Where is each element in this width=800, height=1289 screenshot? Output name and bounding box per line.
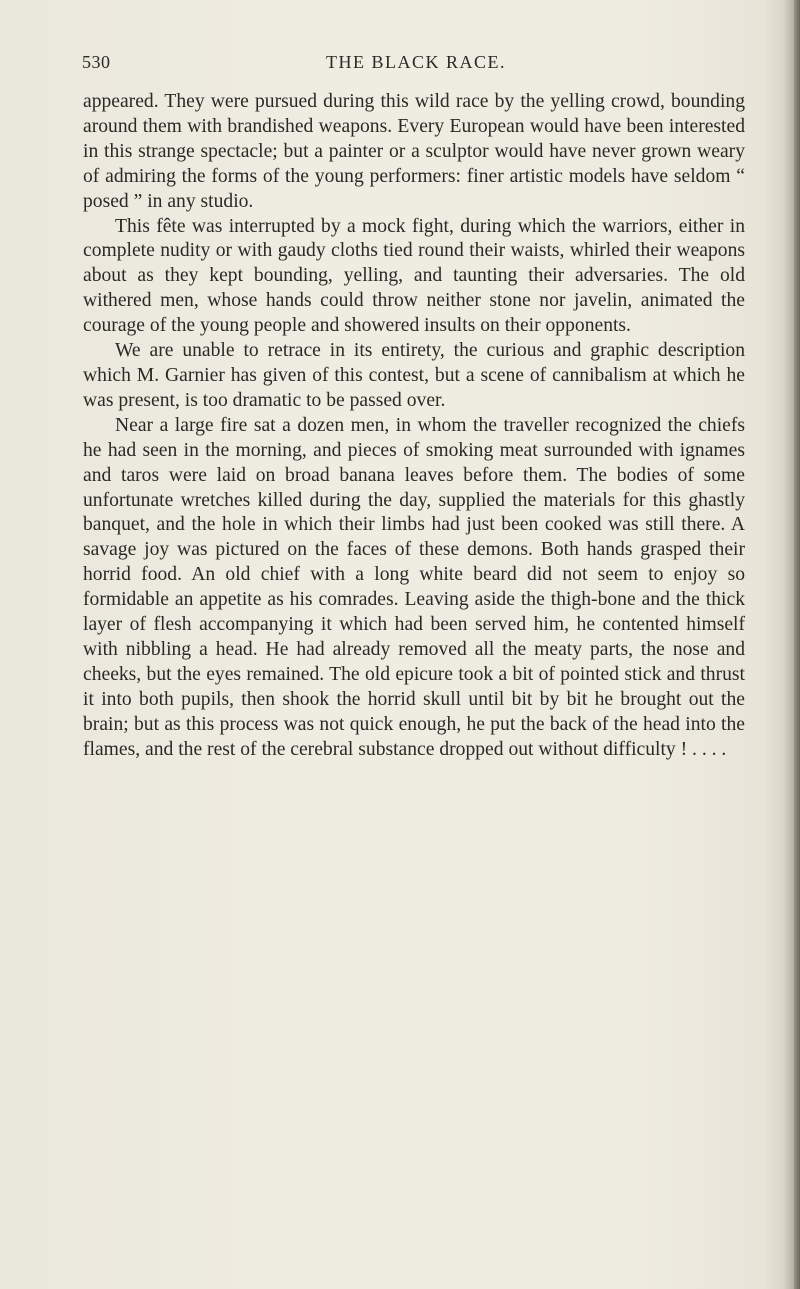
page-header bbox=[82, 52, 750, 82]
paragraph-1: appeared. They were pursued during this wild race by the yelling crowd, bounding around them with brandished weapons. Every European would have been interested in this strange spectacle; but a painter or a sculptor would have never grown weary of admiring the forms of the young performers: finer artistic models have seldom “ posed ” in any studio. bbox=[83, 91, 745, 212]
paragraph-4: Near a large fire sat a dozen men, in whom the traveller recognized the chiefs he had seen in the morning, and pieces of smoking meat surrounded with ignames and taros were laid on broad banana leaves before them. The bodies of some unfortunate wretches killed during the day, supplied the materials for this ghastly banquet, and the hole in which their limbs had just been cooked was still there. A savage joy was pictured on the faces of these demons. Both hands grasped their horrid food. An old chief with a long white beard did not seem to enjoy so formidable an appetite as his comrades. Leaving aside the thigh-bone and the thick layer of flesh accompanying it which had been served him, he contented himself with nibbling a head. He had already removed all the meaty parts, the nose and cheeks, but the eyes remained. The old epicure took a bit of pointed stick and thrust it into both pupils, then shook the horrid skull until bit by bit he brought out the brain; but as this process was not quick enough, he put the back of the head into the flames, and the rest of the cerebral substance dropped out without difficulty ! . . . . bbox=[83, 414, 745, 760]
running-title: THE BLACK RACE. bbox=[326, 52, 506, 72]
paragraph-3: We are unable to retrace in its entirety, the curious and graphic description which M. Garnier has given of this contest, but a scene of cannibalism at which he was present, is too dramatic to be passed over. bbox=[83, 340, 745, 411]
page-number: 530 bbox=[82, 52, 111, 72]
book-spine-edge bbox=[794, 0, 800, 1289]
body-text bbox=[83, 90, 745, 762]
paragraph-2: This fête was interrupted by a mock fight, during which the warriors, either in complete nudity or with gaudy cloths tied round their waists, whirled their weapons about as they kept bounding, yelling, and taunting their adversaries. The old withered men, whose hands could throw neither stone nor javelin, animated the courage of the young people and showered insults on their opponents. bbox=[83, 215, 745, 337]
